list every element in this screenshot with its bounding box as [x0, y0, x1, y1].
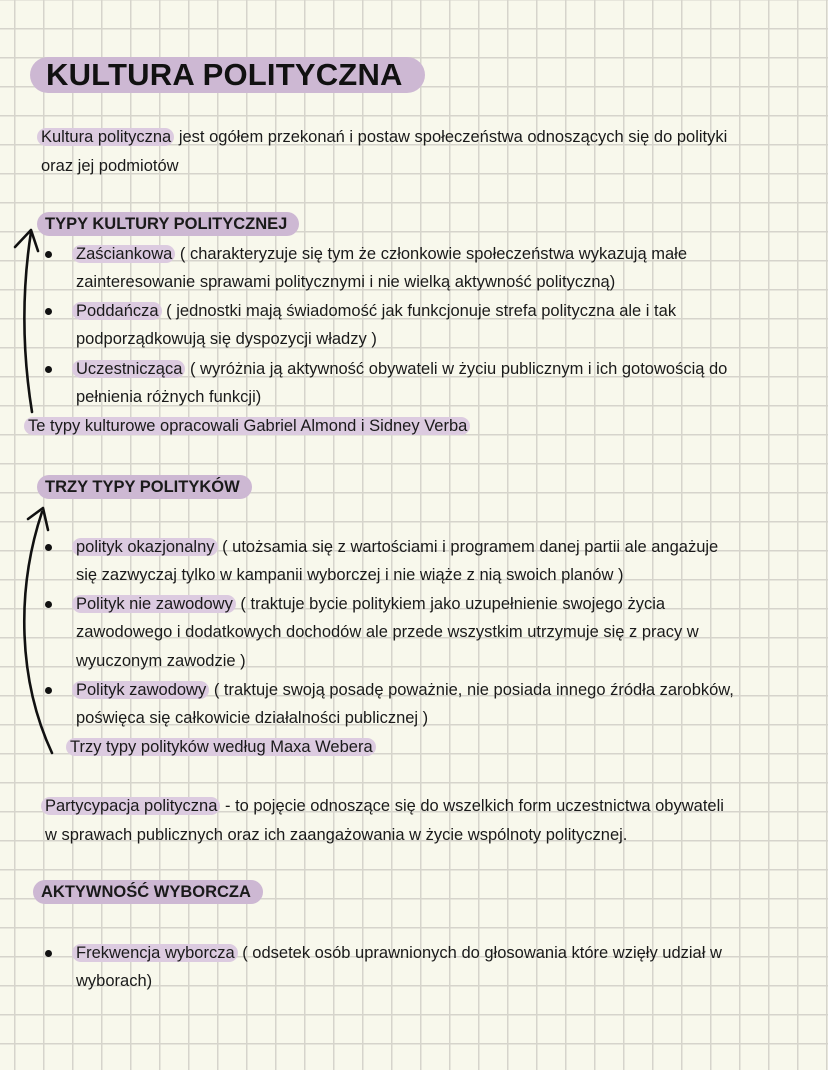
term-highlight: Partycypacja polityczna: [41, 797, 220, 815]
participation-line-2: w sprawach publicznych oraz ich zaangażowania w życie wspólnoty politycznej.: [45, 826, 628, 844]
section-heading-politician-types: TRZY TYPY POLITYKÓW: [37, 475, 252, 499]
intro-line-2: oraz jej podmiotów: [41, 157, 179, 175]
section-note: [28, 412, 470, 440]
participation-line-1: [45, 792, 724, 820]
term-highlight: Zaściankowa: [72, 245, 175, 263]
list-item: [76, 297, 676, 325]
term-highlight: Kultura polityczna: [37, 128, 174, 146]
section-heading-electoral-activity: AKTYWNOŚĆ WYBORCZA: [33, 880, 263, 904]
bullet-icon: [45, 950, 52, 957]
item-text: ( wyróżnia ją aktywność obywateli w życiu publicznym i ich gotowością do: [185, 360, 728, 378]
term-highlight: polityk okazjonalny: [72, 538, 218, 556]
list-item: [76, 240, 687, 268]
list-item-continuation: zawodowego i dodatkowych dochodów ale przede wszystkim utrzymuje się z pracy w: [76, 623, 699, 641]
item-text: ( traktuje swoją posadę poważnie, nie posiada innego źródła zarobków,: [209, 681, 734, 699]
term-highlight: Poddańcza: [72, 302, 162, 320]
item-text: ( odsetek osób uprawnionych do głosowania które wzięły udział w: [237, 944, 722, 962]
bullet-icon: [45, 601, 52, 608]
item-text: ( jednostki mają świadomość jak funkcjonuje strefa polityczna ale i tak: [161, 302, 677, 320]
bullet-icon: [45, 366, 52, 373]
participation-text: - to pojęcie odnoszące się do wszelkich form uczestnictwa obywateli: [220, 797, 724, 815]
list-item: [76, 590, 665, 618]
section-heading-culture-types: TYPY KULTURY POLITYCZNEJ: [37, 212, 299, 236]
bullet-icon: [45, 687, 52, 694]
term-highlight: Uczestnicząca: [72, 360, 185, 378]
list-item-continuation: wyborach): [76, 972, 153, 990]
list-item: [76, 355, 727, 383]
term-highlight: Frekwencja wyborcza: [72, 944, 238, 962]
term-highlight: Polityk nie zawodowy: [72, 595, 236, 613]
list-item: [76, 533, 718, 561]
section-note: [70, 733, 376, 761]
list-item-continuation: pełnienia różnych funkcji): [76, 388, 262, 406]
bullet-icon: [45, 544, 52, 551]
term-highlight: Polityk zawodowy: [72, 681, 209, 699]
list-item: [76, 676, 734, 704]
page-title: KULTURA POLITYCZNA: [30, 57, 425, 93]
list-item-continuation: wyuczonym zawodzie ): [76, 652, 246, 670]
item-text: ( utożsamia się z wartościami i programem danej partii ale angażuje: [217, 538, 719, 556]
item-text: ( traktuje bycie politykiem jako uzupełnienie swojego życia: [235, 595, 666, 613]
list-item-continuation: podporządkowują się dyspozycji władzy ): [76, 330, 377, 348]
list-item-continuation: poświęca się całkowicie działalności publicznej ): [76, 709, 429, 727]
list-item: [76, 939, 722, 967]
list-item-continuation: się zazwyczaj tylko w kampanii wyborczej i nie wiąże z nią swoich planów ): [76, 566, 624, 584]
item-text: ( charakteryzuje się tym że członkowie społeczeństwa wykazują małe: [175, 245, 687, 263]
note-highlight: Trzy typy polityków według Maxa Webera: [66, 738, 376, 756]
bullet-icon: [45, 308, 52, 315]
bullet-icon: [45, 251, 52, 258]
list-item-continuation: zainteresowanie sprawami politycznymi i nie wielką aktywność polityczną): [76, 273, 616, 291]
intro-text: jest ogółem przekonań i postaw społeczeństwa odnoszących się do polityki: [174, 128, 728, 146]
note-highlight: Te typy kulturowe opracowali Gabriel Almond i Sidney Verba: [24, 417, 470, 435]
